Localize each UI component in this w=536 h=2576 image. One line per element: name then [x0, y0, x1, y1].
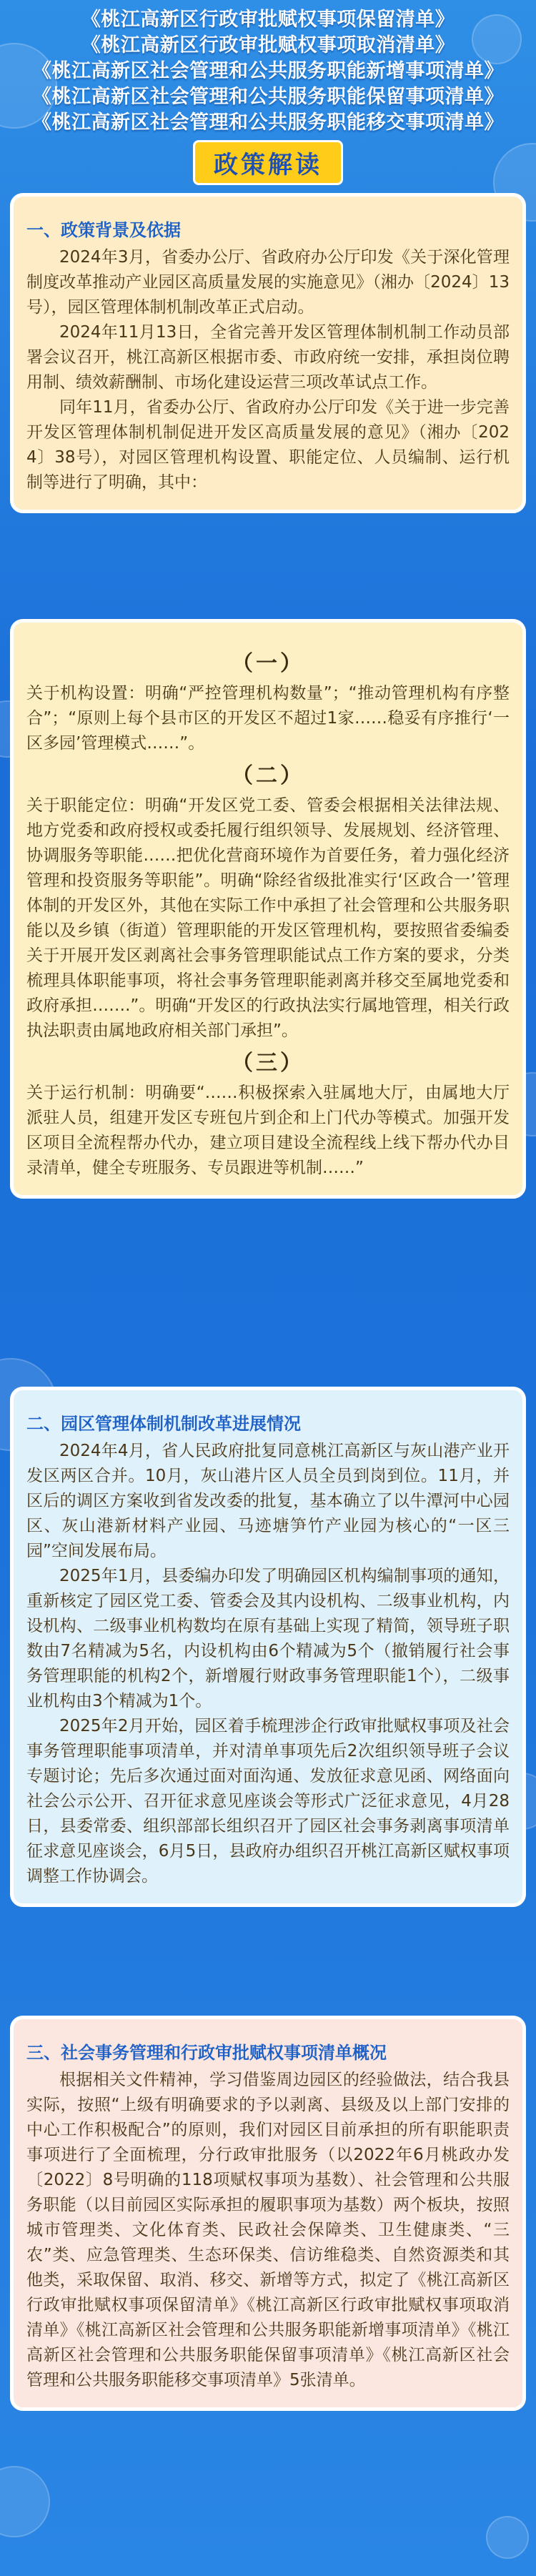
- policy-interpretation-tag: 政策解读: [193, 140, 343, 185]
- section-title-progress: 二、园区管理体制机制改革进展情况: [26, 1414, 301, 1434]
- header-title-2: 《桃江高新区行政审批赋权事项取消清单》: [81, 34, 455, 56]
- paragraph: 同年11月，省委办公厅、省政府办公厅印发《关于进一步完善开发区管理体制机制促进开发区高质量发展的意见》（湘办〔2024〕38号），对园区管理机构设置、职能定位、人员编制、运行机制等进行了明确，其中：: [26, 398, 510, 492]
- header-title-1: 《桃江高新区行政审批赋权事项保留清单》: [81, 9, 455, 31]
- header-title-3: 《桃江高新区社会管理和公共服务职能新增事项清单》: [32, 60, 504, 82]
- header-title-4: 《桃江高新区社会管理和公共服务职能保留事项清单》: [32, 86, 504, 108]
- paragraph-operation-mechanism: 关于运行机制：明确要“……积极探索入驻属地大厅，由属地大厅派驻人员，组建开发区专班包片到企和上门代办等模式。加强开发区项目全流程帮办代办，建立项目建设全流程线上线下帮办代办目录清单，健全专班服务、专员跟进等机制……”: [26, 1084, 510, 1177]
- section-list-overview: [10, 2016, 526, 2411]
- paragraph: 根据相关文件精神，学习借鉴周边园区的经验做法，结合我县实际，按照“上级有明确要求的予以剥离、县级及以上部门安排的中心工作积极配合”的原则，我们对园区目前承担的所有职能职责事项进行了全面梳理，分行政审批服务（以2022年6月桃政办发〔2022〕8号明确的118项赋权事项为基数）、社会管理和公共服务职能（以目前园区实际承担的履职事项为基数）两个板块，按照城市管理类、文化体育类、民政社会保障类、卫生健康类、“三农”类、应急管理类、生态环保类、信访维稳类、自然资源类和其他类，采取保留、取消、移交、新增等方式，拟定了《桃江高新区行政审批赋权事项保留清单》《桃江高新区行政审批赋权事项取消清单》《桃江高新区社会管理和公共服务职能新增事项清单》《桃江高新区社会管理和公共服务职能保留事项清单》《桃江高新区社会管理和公共服务职能移交事项清单》5张清单。: [26, 2071, 510, 2389]
- section-progress: [10, 1387, 526, 1907]
- paragraph: 2024年11月13日，全省完善开发区管理体制机制工作动员部署会议召开，桃江高新区根据市委、市政府统一安排，承担岗位聘用制、绩效薪酬制、市场化建设运营三项改革试点工作。: [26, 323, 510, 392]
- paragraph-function-positioning: 关于职能定位：明确“开发区党工委、管委会根据相关法律法规、地方党委和政府授权或委托履行组织领导、发展规划、经济管理、协调服务等职能……把优化营商环境作为首要任务，着力强化经济管理和投资服务等职能”。明确“除经省级批准实行‘区政合一’管理体制的开发区外，其他在实际工作中承担了社会管理和公共服务职能以及乡镇（街道）管理职能的开发区管理机构，要按照省委编委关于开展开发区剥离社会事务管理职能试点工作方案的要求，分类梳理具体职能事项，将社会事务管理职能剥离并移交至属地党委和政府承担…….”。明确“开发区的行政执法实行属地管理，相关行政执法职责由属地政府相关部门承担”。: [26, 796, 510, 1040]
- subheading-one: （一）: [232, 651, 304, 676]
- section-background: [10, 193, 526, 513]
- section-title-list-overview: 三、社会事务管理和行政审批赋权事项清单概况: [26, 2043, 387, 2063]
- paragraph: 2024年4月，省人民政府批复同意桃江高新区与灰山港产业开发区两区合并。10月，灰山港片区人员全员到岗到位。11月，并区后的调区方案收到省发改委的批复，基本确立了以牛潭河中心园区、灰山港新材料产业园、马迹塘笋竹产业园为核心的“一区三园”空间发展布局。: [26, 1442, 510, 1560]
- section-policy-details: [10, 619, 526, 1199]
- paragraph: 2025年1月，县委编办印发了明确园区机构编制事项的通知，重新核定了园区党工委、管委会及其内设机构、二级事业机构，内设机构、二级事业机构数均在原有基础上实现了精简，领导班子职数由7名精减为5名，内设机构由6个精减为5个（撤销履行社会事务管理职能的机构2个，新增履行财政事务管理职能1个），二级事业机构由3个精减为1个。: [26, 1567, 510, 1710]
- subheading-two: （二）: [232, 763, 304, 788]
- paragraph: 2025年2月开始，园区着手梳理涉企行政审批赋权事项及社会事务管理职能事项清单，并对清单事项先后2次组织领导班子会议专题讨论；先后多次通过面对面沟通、发放征求意见函、网络面向社会公示公开、召开征求意见座谈会等形式广泛征求意见，4月28日，县委常委、组织部部长组织召开了园区社会事务剥离事项清单征求意见座谈会，6月5日，县政府办组织召开桃江高新区赋权事项调整工作协调会。: [26, 1717, 510, 1886]
- section-title-background: 一、政策背景及依据: [26, 220, 181, 240]
- subheading-three: （三）: [232, 1051, 304, 1076]
- page-header: [0, 0, 536, 193]
- header-title-5: 《桃江高新区社会管理和公共服务职能移交事项清单》: [32, 112, 504, 134]
- paragraph-institution-setup: 关于机构设置：明确“严控管理机构数量”；“推动管理机构有序整合”；“原则上每个县市区的开发区不超过1家……稳妥有序推行‘一区多园’管理模式……”。: [26, 684, 510, 753]
- paragraph: 2024年3月，省委办公厅、省政府办公厅印发《关于深化管理制度改革推动产业园区高质量发展的实施意见》（湘办〔2024〕13号），园区管理体制机制改革正式启动。: [26, 248, 510, 317]
